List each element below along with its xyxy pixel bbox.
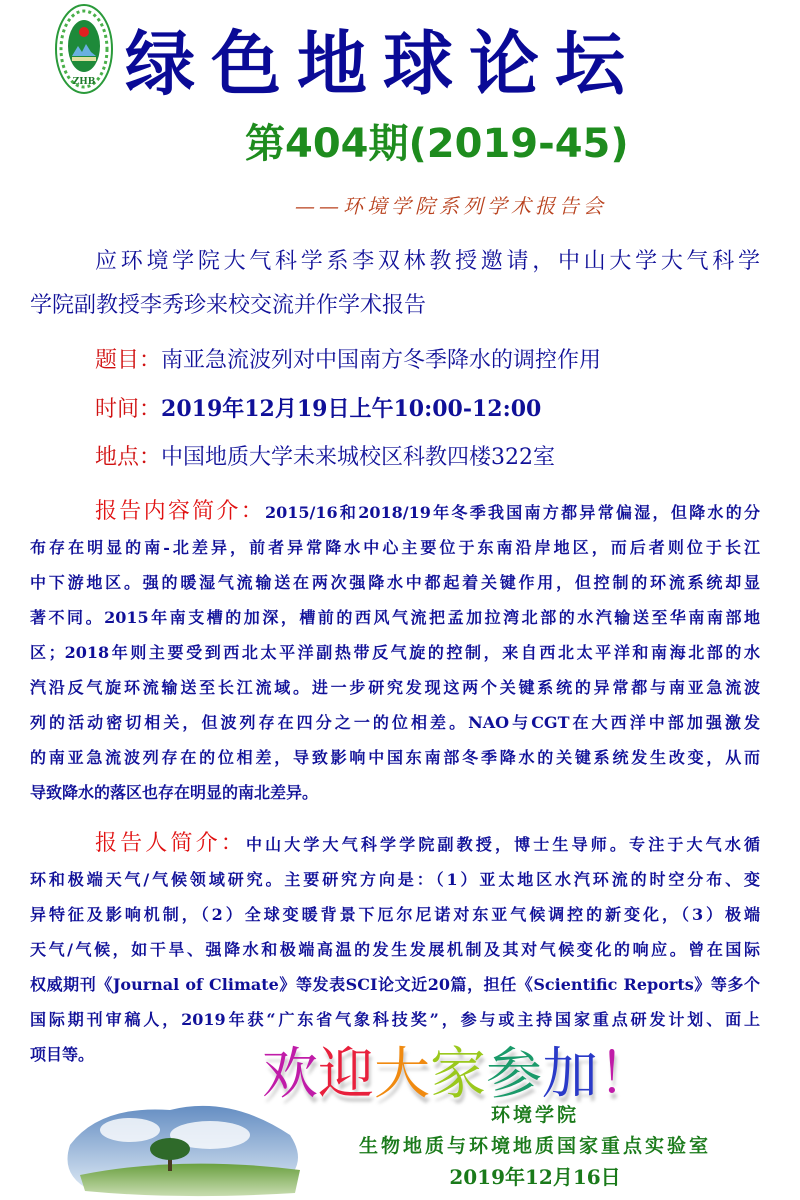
welcome-char: 参 <box>486 1042 542 1107</box>
welcome-char: 大 <box>374 1042 430 1107</box>
abstract-line: 列的活动密切相关，但波列存在四分之一的位相差。NAO与CGT在大西洋中部加强激发 <box>30 713 760 732</box>
series-subtitle: ——环境学院系列学术报告会 <box>295 194 607 218</box>
abstract-line: 区；2018年则主要受到西北太平洋副热带反气旋的控制，来自西北太平洋和南海北部的水 <box>30 643 760 662</box>
detail-topic <box>95 343 601 374</box>
bio-line: 国际期刊审稿人，2019年获“广东省气象科技奖”，参与或主持国家重点研发计划、面上 <box>30 1010 760 1029</box>
intro-paragraph <box>30 240 760 328</box>
welcome-char: ！ <box>598 1042 654 1107</box>
forum-title: 绿色地球论坛 <box>125 23 641 105</box>
abstract-line: 的南亚急流波列存在的位相差，导致影响中国东南部冬季降水的关键系统发生改变，从而 <box>30 748 760 767</box>
welcome-char: 迎 <box>318 1042 374 1107</box>
detail-label: 题目： <box>95 348 162 373</box>
abstract-line <box>30 494 760 530</box>
bio-line <box>30 826 760 862</box>
abstract-line: 导致降水的落区也存在明显的南北差异。 <box>30 783 319 802</box>
bio-line: 天气/气候，如干旱、强降水和极端高温的发生发展机制及其对气候变化的响应。曾在国际 <box>30 940 760 959</box>
tree-landscape-image <box>60 1085 310 1200</box>
detail-value: 南亚急流波列对中国南方冬季降水的调控作用 <box>161 348 602 373</box>
abstract-line: 汽沿反气旋环流输送至长江流域。进一步研究发现这两个关键系统的异常都与南亚急流波 <box>30 678 760 697</box>
detail-location <box>95 440 555 471</box>
organizer-lab: 生物地质与环境地质国家重点实验室 <box>358 1135 711 1157</box>
welcome-char: 家 <box>430 1042 486 1107</box>
bio-line: 项目等。 <box>30 1045 95 1064</box>
bio-line: 环和极端天气/气候领域研究。主要研究方向是：（1）亚太地区水汽环流的时空分布、变 <box>30 870 760 889</box>
bio-label: 报告人简介： <box>95 831 246 856</box>
zhb-logo <box>55 4 113 94</box>
welcome-char: 加 <box>542 1042 598 1107</box>
bio-line: 异特征及影响机制，（2）全球变暖背景下厄尔尼诺对东亚气候调控的新变化，（3）极端 <box>30 905 760 924</box>
detail-label: 时间： <box>95 397 162 422</box>
intro-line: 学院副教授李秀珍来校交流并作学术报告 <box>30 293 427 318</box>
bio-text: 中山大学大气科学学院副教授，博士生导师。专注于大气水循 <box>245 835 760 854</box>
detail-time <box>95 392 541 423</box>
abstract-line: 布存在明显的南-北差异，前者异常降水中心主要位于东南沿岸地区，而后者则位于长江 <box>30 538 760 557</box>
organizer-school: 环境学院 <box>490 1104 579 1126</box>
announcement-date: 2019年12月16日 <box>449 1165 621 1189</box>
organizer-block <box>300 1100 770 1193</box>
abstract-label: 报告内容简介： <box>95 499 265 524</box>
abstract-line: 中下游地区。强的暖湿气流输送在两次强降水中都起着关键作用，但控制的环流系统却显 <box>30 573 760 592</box>
abstract-text: 2015/16和2018/19年冬季我国南方都异常偏湿，但降水的分 <box>265 503 760 522</box>
welcome-banner <box>262 1030 654 1110</box>
bio-line: 权威期刊《Journal of Climate》等发表SCI论文近20篇，担任《Scientific Reports》等多个 <box>30 975 760 994</box>
svg-text:ZHB: ZHB <box>72 77 96 87</box>
welcome-char: 欢 <box>262 1042 318 1107</box>
detail-value: 中国地质大学未来城校区科教四楼322室 <box>161 445 556 470</box>
detail-value: 2019年12月19日上午10:00-12:00 <box>161 396 542 422</box>
detail-label: 地点： <box>95 445 162 470</box>
abstract-line: 著不同。2015年南支槽的加深，槽前的西风气流把孟加拉湾北部的水汽输送至华南南部地 <box>30 608 760 627</box>
issue-number: 第404期(2019-45) <box>245 121 629 167</box>
intro-line: 应环境学院大气科学系李双林教授邀请，中山大学大气科学 <box>95 249 760 274</box>
abstract-paragraph <box>30 494 760 810</box>
